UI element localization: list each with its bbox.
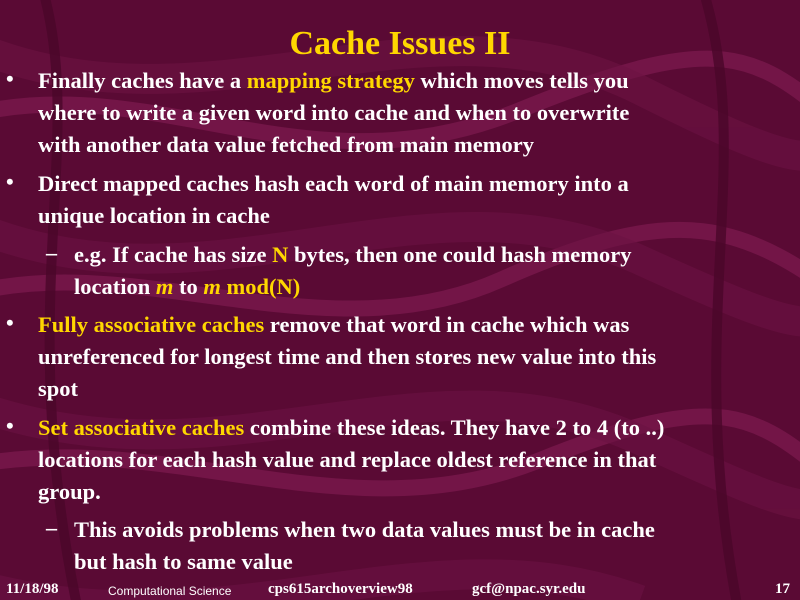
text: remove that word in cache which was — [264, 312, 630, 337]
footer-file: cps615archoverview98 — [268, 581, 413, 597]
bullet-2-line-1: Direct mapped caches hash each word of main memory into a — [38, 171, 629, 196]
bullet-3-line-2: unreferenced for longest time and then stores new value into this — [38, 344, 657, 369]
bullet-4-line-3: group. — [38, 479, 101, 504]
bullet-icon: • — [6, 169, 14, 194]
slide-title: Cache Issues II — [289, 25, 511, 62]
text: location — [74, 274, 156, 299]
footer-email: gcf@npac.syr.edu — [472, 581, 586, 597]
text: to — [173, 274, 204, 299]
dash-icon: – — [46, 515, 57, 540]
footer-page-number: 17 — [775, 581, 790, 597]
highlight-term: mod(N) — [220, 274, 301, 299]
bullet-4-line-1 — [38, 413, 664, 443]
sub-bullet-1-line-2 — [74, 272, 300, 302]
highlight-term: m — [203, 274, 221, 299]
bullet-3-line-3: spot — [38, 376, 79, 401]
text: bytes, then one could hash memory — [288, 242, 632, 267]
bullet-1-line-3: with another data value fetched from main memory — [38, 132, 534, 157]
bullet-4-line-2: locations for each hash value and replace oldest reference in that — [38, 447, 657, 472]
footer-date: 11/18/98 — [6, 581, 59, 597]
bullet-2-line-2: unique location in cache — [38, 203, 270, 228]
text: e.g. If cache has size — [74, 242, 273, 267]
text: combine these ideas. They have 2 to 4 (to ..) — [244, 415, 665, 440]
bullet-icon: • — [6, 66, 14, 91]
highlight-term: Fully associative caches — [38, 312, 265, 337]
sub-bullet-2-line-2: but hash to same value — [74, 549, 293, 574]
highlight-term: N — [272, 242, 289, 267]
bullet-3-line-1 — [38, 310, 629, 340]
footer-org: Computational Science — [108, 584, 232, 598]
text: Finally caches have a — [38, 68, 247, 93]
highlight-term: mapping strategy — [246, 68, 415, 93]
bullet-icon: • — [6, 310, 14, 335]
bullet-1-line-2: where to write a given word into cache and when to overwrite — [38, 100, 630, 125]
bullet-icon: • — [6, 413, 14, 438]
sub-bullet-1-line-1 — [74, 240, 631, 270]
text: which moves tells you — [414, 68, 629, 93]
sub-bullet-2-line-1: This avoids problems when two data values must be in cache — [74, 517, 655, 542]
bullet-1-line-1 — [38, 66, 629, 96]
highlight-term: Set associative caches — [38, 415, 245, 440]
highlight-term: m — [155, 274, 174, 299]
dash-icon: – — [46, 240, 57, 265]
